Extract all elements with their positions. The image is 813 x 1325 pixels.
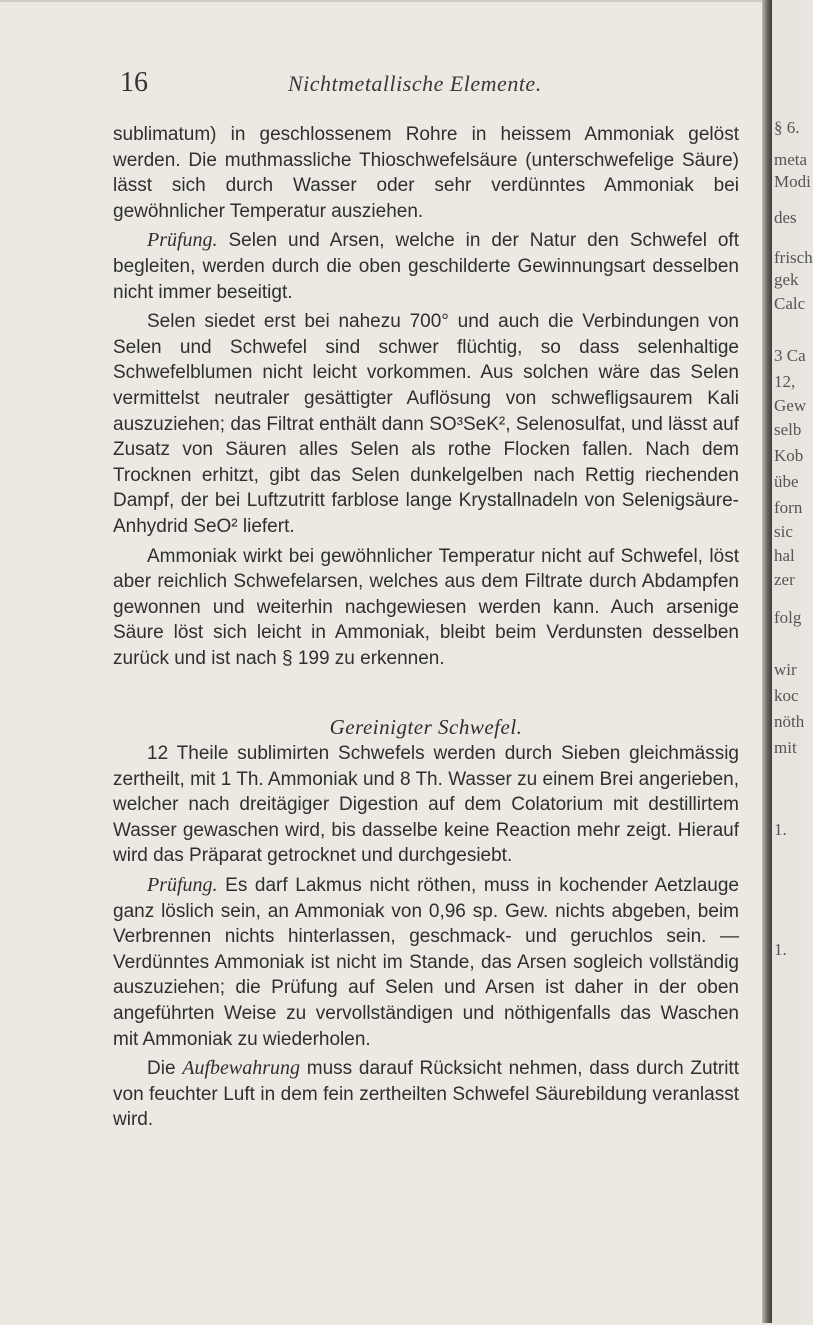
next-page-fragment: koc <box>774 686 799 705</box>
next-page-fragment: meta <box>774 150 808 169</box>
running-title: Nichtmetallische Elemente. <box>288 71 542 96</box>
next-page-fragment: Modi <box>774 172 811 191</box>
aufbewahrung-label: Aufbewahrung <box>182 1057 301 1080</box>
pruefung-label: Prüfung. <box>147 229 218 252</box>
next-page-fragment: wir <box>774 660 797 679</box>
next-page-fragment: 1. <box>774 940 787 959</box>
paragraph-7-pre: Die <box>147 1058 183 1080</box>
next-page-fragment: § 6. <box>774 118 800 137</box>
paragraph-3: Selen siedet erst bei nahezu 700° und auch die Verbindungen von Selen und Schwefel sind schwer flüchtig, so dass selenhaltige Schwefelblumen nicht leicht vorkommen. Aus solchen wäre das Selen vermittelst neutraler gesättigter Auflösung von schwefligsaurem Kali auszuziehen; das Filtrat enthält dann SO³SeK², Selenosulfat, und lässt auf Zusatz von Säuren alles Selen als rothe Flocken fallen. Nach dem Trocknen erhitzt, gibt das Selen dunkelgelben nach Rettig riechenden Dampf, der bei Luftzutritt farblose lange Krystallnadeln von Selenigsäure-Anhydrid SeO² liefert. <box>113 311 739 537</box>
paragraph-6-text: Es darf Lakmus nicht röthen, muss in kochender Aetzlauge ganz löslich sein, an Ammoniak von 0,96 sp. Gew. nichts abgeben, beim Verbrennen nichts hinterlassen, geschmack- und geruchlos sein. — Verdünntes Ammoniak ist nicht im Stande, das Arsen sogleich vollständig auszuziehen; die Prüfung auf Selen und Arsen ist daher in der oben angeführten Weise zu vervollständigen und nöthigenfalls das Waschen mit Ammoniak zu wiederholen. <box>113 875 739 1050</box>
paragraph-4: Ammoniak wirkt bei gewöhnlicher Temperatur nicht auf Schwefel, löst aber reichlich Schwefelarsen, welches aus dem Filtrate durch Abdampfen gewonnen und weiterhin nachgewiesen werden kann. Auch arsenige Säure löst sich leicht in Ammoniak, bleibt beim Verdunsten desselben zurück und ist nach § 199 zu erkennen. <box>113 545 739 669</box>
paragraph-7 <box>113 1056 739 1133</box>
next-page-fragment: mit <box>774 738 797 757</box>
next-page-fragment: des <box>774 208 797 227</box>
paragraph-5: 12 Theile sublimirten Schwefels werden durch Sieben gleichmässig zertheilt, mit 1 Th. Ammoniak und 8 Th. Wasser zu einem Brei angerieben, welcher nach dreitägiger Digestion auf dem Colatorium mit destillirtem Wasser gewaschen wird, bis dasselbe keine Reaction mehr zeigt. Hierauf wird das Präparat getrocknet und durchgesiebt. <box>113 743 739 867</box>
next-page-fragment: hal <box>774 546 795 565</box>
next-page-edge <box>772 0 813 1323</box>
pruefung-label-2: Prüfung. <box>147 874 218 897</box>
next-page-fragment: Kob <box>774 446 804 465</box>
next-page-fragment: 1. <box>774 820 787 839</box>
next-page-fragment: forn <box>774 498 803 517</box>
paragraph-6 <box>113 873 739 1052</box>
page-number: 16 <box>120 67 148 98</box>
paragraph-2 <box>113 228 739 305</box>
page-header <box>120 67 720 107</box>
paragraph-7-text: muss darauf Rücksicht nehmen, dass durch Zutritt von feuchter Luft in dem fein zertheilten Schwefel Säurebildung veranlasst wird. <box>113 1058 739 1131</box>
next-page-fragment: folg <box>774 608 802 627</box>
next-page-fragment: 3 Ca <box>774 346 806 365</box>
book-gutter <box>762 0 772 1323</box>
next-page-fragment: selb <box>774 420 802 439</box>
paragraph-1: sublimatum) in geschlossenem Rohre in heissem Ammoniak gelöst werden. Die muthmassliche Thioschwefelsäure (unterschwefelige Säure) lässt sich durch Wasser oder sehr verdünntes Ammoniak bei gewöhnlicher Temperatur ausziehen. <box>113 124 739 222</box>
next-page-fragment: sic <box>774 522 793 541</box>
next-page-fragment: frisch <box>774 248 813 267</box>
paragraph-2-text: Selen und Arsen, welche in der Natur den Schwefel oft begleiten, werden durch die oben geschilderte Gewinnungsart desselben nicht immer beseitigt. <box>113 230 739 303</box>
section-title: Gereinigter Schwefel. <box>329 715 523 740</box>
next-page-fragment: Calc <box>774 294 806 313</box>
next-page-fragment: 12, <box>774 372 796 391</box>
page-body <box>113 122 739 1133</box>
next-page-fragment: gek <box>774 270 799 289</box>
next-page-fragment: übe <box>774 472 799 491</box>
next-page-fragment: zer <box>774 570 795 589</box>
next-page-fragment: nöth <box>774 712 805 731</box>
next-page-fragment: Gew <box>774 396 807 415</box>
